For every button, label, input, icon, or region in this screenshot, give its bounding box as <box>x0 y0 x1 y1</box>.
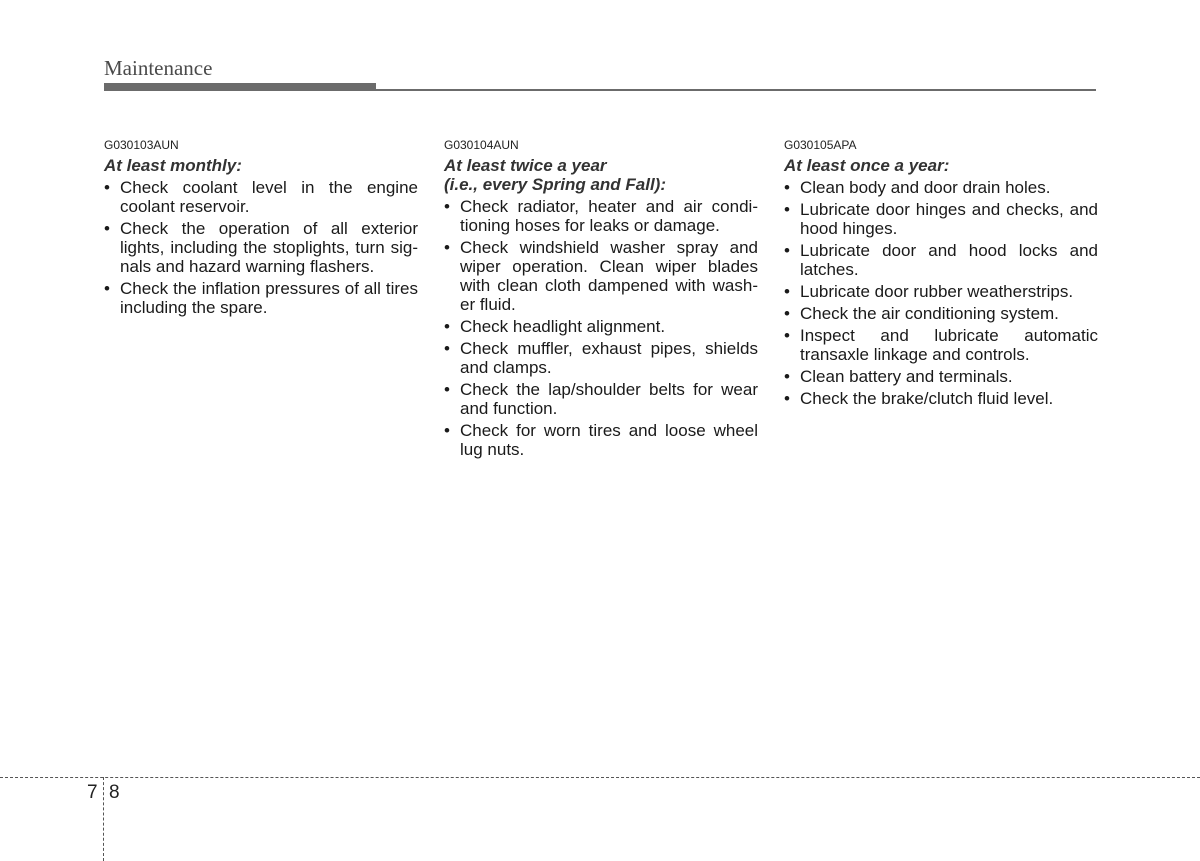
checklist-item-text: Inspect and lubricate automatic transaxle linkage and controls. <box>800 326 1098 364</box>
checklist-item-text: Check radiator, heater and air condi-tioning hoses for leaks or damage. <box>460 197 758 235</box>
checklist-item-text: Lubricate door hinges and checks, and hood hinges. <box>800 200 1098 238</box>
checklist-item-text: Check windshield washer spray and wiper operation. Clean wiper blades with clean cloth dampened with wash-er fluid. <box>460 238 758 314</box>
checklist-item <box>784 304 1098 323</box>
section-code: G030104AUN <box>444 138 519 152</box>
checklist-item <box>444 317 758 336</box>
bullet-icon: • <box>784 241 790 260</box>
bullet-icon: • <box>444 197 450 216</box>
checklist-item-text: Check the inflation pressures of all tires including the spare. <box>120 279 418 317</box>
checklist-item-text: Clean body and door drain holes. <box>800 178 1051 197</box>
bullet-icon: • <box>444 339 450 358</box>
checklist-item <box>784 282 1098 301</box>
page-title: Maintenance <box>104 56 213 80</box>
checklist <box>784 178 1098 408</box>
bullet-icon: • <box>104 178 110 197</box>
checklist-item-text: Check the lap/shoulder belts for wear and function. <box>460 380 758 418</box>
section-heading-line: At least once a year: <box>784 156 950 175</box>
checklist <box>444 197 758 459</box>
checklist-item <box>444 339 758 377</box>
section-heading-line: (i.e., every Spring and Fall): <box>444 175 666 194</box>
bullet-icon: • <box>444 317 450 336</box>
checklist-item <box>784 367 1098 386</box>
footer-vertical-divider <box>103 777 104 861</box>
bullet-icon: • <box>784 367 790 386</box>
checklist-item <box>784 389 1098 408</box>
bullet-icon: • <box>784 326 790 345</box>
bullet-icon: • <box>784 389 790 408</box>
checklist-item <box>444 380 758 418</box>
checklist-item <box>784 241 1098 279</box>
checklist-item-text: Check coolant level in the engine coolant reservoir. <box>120 178 418 216</box>
checklist-item-text: Check the brake/clutch fluid level. <box>800 389 1054 408</box>
bullet-icon: • <box>784 178 790 197</box>
footer-divider <box>0 777 1200 778</box>
section-heading-line: At least monthly: <box>104 156 242 175</box>
bullet-icon: • <box>104 279 110 298</box>
checklist-item <box>784 200 1098 238</box>
checklist-item <box>444 238 758 314</box>
bullet-icon: • <box>784 200 790 219</box>
checklist-item-text: Check for worn tires and loose wheel lug nuts. <box>460 421 758 459</box>
checklist-item-text: Lubricate door rubber weatherstrips. <box>800 282 1074 301</box>
checklist-item <box>104 219 418 276</box>
checklist-item-text: Lubricate door and hood locks and latches. <box>800 241 1098 279</box>
page-number: 8 <box>109 782 120 803</box>
section-heading <box>104 156 418 175</box>
section-code: G030103AUN <box>104 138 179 152</box>
section-code: G030105APA <box>784 138 857 152</box>
bullet-icon: • <box>444 380 450 399</box>
checklist-item-text: Check headlight alignment. <box>460 317 666 336</box>
checklist-item-text: Clean battery and terminals. <box>800 367 1013 386</box>
bullet-icon: • <box>444 421 450 440</box>
checklist-item <box>784 178 1098 197</box>
section-monthly <box>104 138 418 320</box>
section-twice-a-year <box>444 138 758 462</box>
section-once-a-year <box>784 138 1098 411</box>
bullet-icon: • <box>784 282 790 301</box>
section-heading-line: At least twice a year <box>444 156 607 175</box>
checklist-item <box>104 279 418 317</box>
bullet-icon: • <box>784 304 790 323</box>
checklist-item <box>444 197 758 235</box>
checklist-item <box>104 178 418 216</box>
chapter-number: 7 <box>87 782 98 803</box>
section-heading <box>444 156 758 194</box>
bullet-icon: • <box>104 219 110 238</box>
section-heading <box>784 156 1098 175</box>
checklist-item-text: Check the operation of all exterior lights, including the stoplights, turn sig-nals and hazard warning flashers. <box>120 219 418 276</box>
checklist-item-text: Check the air conditioning system. <box>800 304 1059 323</box>
header-rule <box>104 89 1096 91</box>
bullet-icon: • <box>444 238 450 257</box>
checklist-item <box>784 326 1098 364</box>
checklist <box>104 178 418 317</box>
checklist-item <box>444 421 758 459</box>
checklist-item-text: Check muffler, exhaust pipes, shields and clamps. <box>460 339 758 377</box>
